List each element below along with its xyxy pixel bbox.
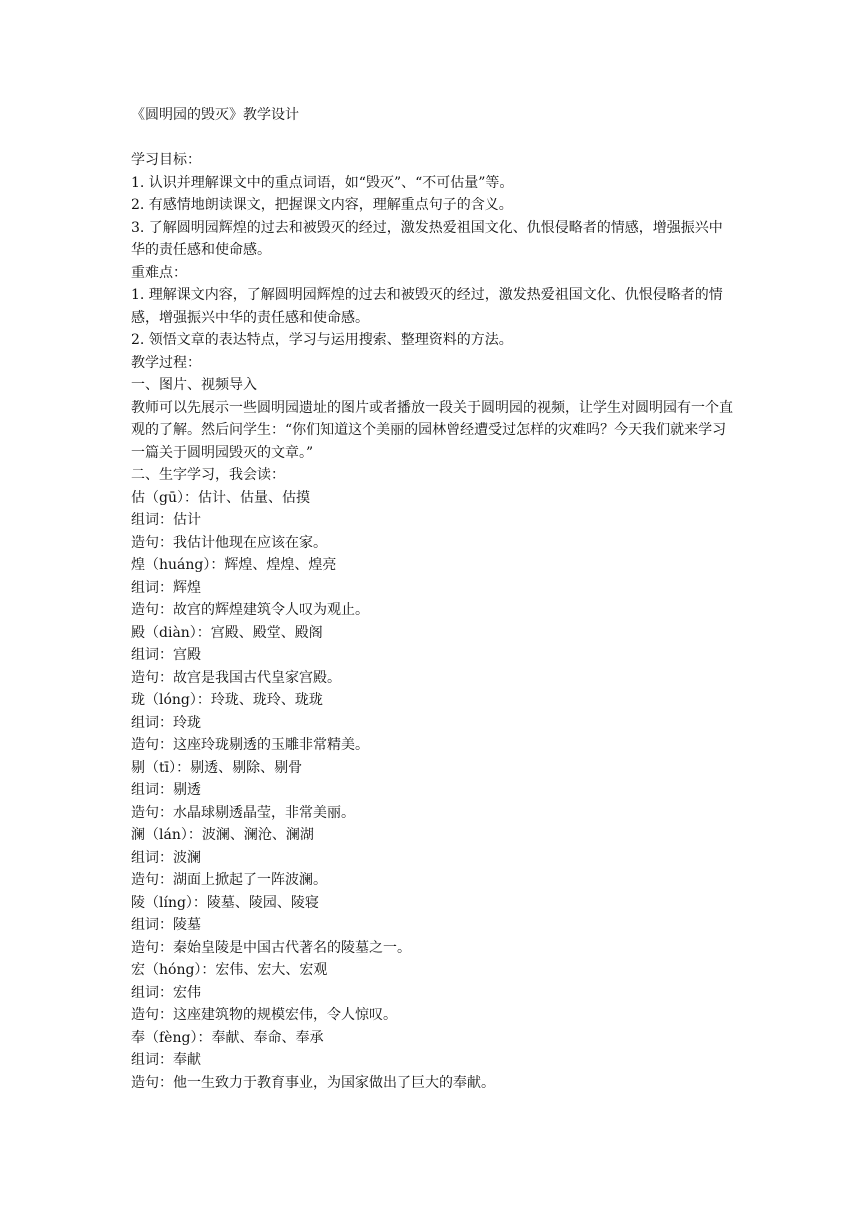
character-sentence: 造句：秦始皇陵是中国古代著名的陵墓之一。 bbox=[131, 939, 411, 956]
document-page bbox=[131, 104, 735, 1094]
character-word: 组词：剔透 bbox=[131, 782, 201, 798]
section-heading: 二、生字学习，我会读： bbox=[131, 467, 285, 483]
character-reading: 估（gū）：估计、估量、估摸 bbox=[131, 489, 310, 506]
objective-item: 3. 了解圆明园辉煌的过去和被毁灭的经过，激发热爱祖国文化、仇恨侵略者的情感，增强振兴中华的责任感和使命感。 bbox=[131, 219, 723, 258]
document-title: 《圆明园的毁灭》教学设计 bbox=[131, 107, 299, 123]
character-sentence: 造句：我估计他现在应该在家。 bbox=[131, 534, 327, 551]
character-sentence: 造句：水晶球剔透晶莹，非常美丽。 bbox=[131, 804, 355, 821]
character-reading: 珑（lóng）：玲珑、珑玲、珑珑 bbox=[131, 692, 323, 708]
character-word: 组词：奉献 bbox=[131, 1052, 201, 1068]
character-word: 组词：陵墓 bbox=[131, 917, 201, 933]
character-sentence: 造句：他一生致力于教育事业，为国家做出了巨大的奉献。 bbox=[131, 1074, 495, 1091]
character-word: 组词：宫殿 bbox=[131, 647, 201, 663]
character-reading: 煌（huáng）：辉煌、煌煌、煌亮 bbox=[131, 557, 337, 573]
key-point-item: 2. 领悟文章的表达特点，学习与运用搜索、整理资料的方法。 bbox=[131, 332, 513, 348]
section-heading: 一、图片、视频导入 bbox=[131, 377, 257, 393]
key-points-heading: 重难点： bbox=[131, 264, 187, 281]
objective-item: 1. 认识并理解课文中的重点词语，如“毁灭”、“不可估量”等。 bbox=[131, 174, 514, 191]
blank-line bbox=[131, 127, 735, 150]
character-word: 组词：辉煌 bbox=[131, 579, 201, 596]
character-reading: 剔（tī）：剔透、剔除、剔骨 bbox=[131, 759, 303, 776]
character-sentence: 造句：故宫是我国古代皇家宫殿。 bbox=[131, 669, 341, 686]
character-sentence: 造句：湖面上掀起了一阵波澜。 bbox=[131, 872, 327, 888]
character-sentence: 造句：这座建筑物的规模宏伟，令人惊叹。 bbox=[131, 1007, 397, 1023]
section-paragraph: 教师可以先展示一些圆明园遗址的图片或者播放一段关于圆明园的视频，让学生对圆明园有一个直观的了解。然后问学生：“你们知道这个美丽的园林曾经遭受过怎样的灾难吗？今天我们就来学习一篇关于圆明园毁灭的文章。” bbox=[131, 399, 733, 461]
character-reading: 奉（fèng）：奉献、奉命、奉承 bbox=[131, 1029, 324, 1046]
character-word: 组词：宏伟 bbox=[131, 984, 201, 1001]
character-reading: 宏（hóng）：宏伟、宏大、宏观 bbox=[131, 962, 328, 978]
character-word: 组词：波澜 bbox=[131, 849, 201, 866]
character-reading: 殿（diàn）：宫殿、殿堂、殿阁 bbox=[131, 624, 323, 641]
character-word: 组词：玲珑 bbox=[131, 714, 201, 731]
key-point-item: 1. 理解课文内容，了解圆明园辉煌的过去和被毁灭的经过，激发热爱祖国文化、仇恨侵略者的情感，增强振兴中华的责任感和使命感。 bbox=[131, 287, 723, 326]
character-sentence: 造句：这座玲珑剔透的玉雕非常精美。 bbox=[131, 737, 369, 753]
character-reading: 陵（líng）：陵墓、陵园、陵寝 bbox=[131, 894, 319, 911]
objectives-heading: 学习目标： bbox=[131, 152, 201, 168]
character-sentence: 造句：故宫的辉煌建筑令人叹为观止。 bbox=[131, 602, 369, 618]
objective-item: 2. 有感情地朗读课文，把握课文内容，理解重点句子的含义。 bbox=[131, 197, 513, 213]
character-word: 组词：估计 bbox=[131, 512, 201, 528]
character-reading: 澜（lán）：波澜、澜沧、澜湖 bbox=[131, 827, 314, 843]
process-heading: 教学过程： bbox=[131, 354, 201, 371]
